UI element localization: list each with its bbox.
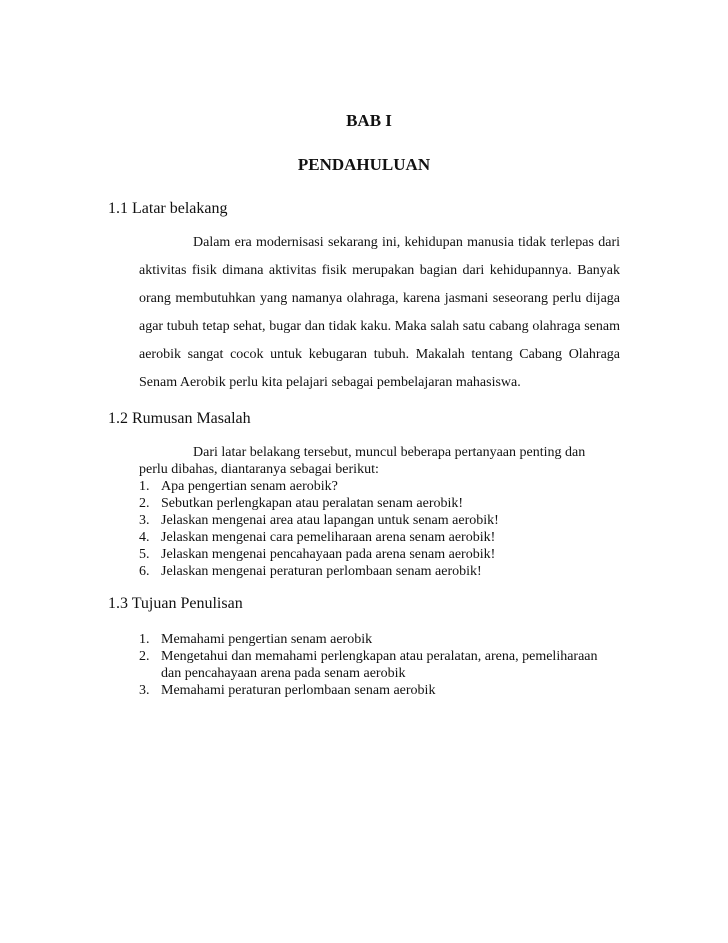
list-item-text: Memahami pengertian senam aerobik — [161, 632, 373, 647]
list-item-number: 2. — [139, 649, 150, 664]
chapter-number: BAB I — [346, 111, 392, 130]
list-item-number: 3. — [139, 513, 150, 528]
list-item — [139, 682, 619, 699]
list-item-number: 4. — [139, 530, 150, 545]
list-tujuan-penulisan — [139, 631, 619, 699]
list-item — [139, 495, 619, 512]
list-item — [139, 529, 619, 546]
list-item-text: Sebutkan perlengkapan atau peralatan senam aerobik! — [161, 496, 464, 511]
list-item-number: 2. — [139, 496, 150, 511]
list-item-text: Apa pengertian senam aerobik? — [161, 479, 338, 494]
list-item-text: Jelaskan mengenai area atau lapangan untuk senam aerobik! — [161, 513, 499, 528]
list-item-text: Mengetahui dan memahami perlengkapan atau peralatan, arena, pemeliharaan dan pencahayaan arena pada senam aerobik — [161, 649, 598, 681]
list-item-number: 1. — [139, 479, 150, 494]
list-item — [139, 648, 619, 682]
list-item-number: 1. — [139, 632, 150, 647]
list-item — [139, 631, 619, 648]
chapter-title: PENDAHULUAN — [297, 155, 431, 174]
list-item-text: Jelaskan mengenai cara pemeliharaan arena senam aerobik! — [161, 530, 496, 545]
paragraph-rumusan-masalah: Dari latar belakang tersebut, muncul beberapa pertanyaan penting dan perlu dibahas, diantaranya sebagai berikut: — [139, 445, 586, 477]
section-heading-rumusan-masalah: 1.2 Rumusan Masalah — [108, 410, 251, 427]
list-item-number: 5. — [139, 547, 150, 562]
list-item-number: 6. — [139, 564, 150, 579]
list-item — [139, 563, 619, 580]
list-item — [139, 512, 619, 529]
list-item-text: Memahami peraturan perlombaan senam aerobik — [161, 683, 436, 698]
section-heading-latar-belakang: 1.1 Latar belakang — [108, 200, 228, 217]
list-item-text: Jelaskan mengenai pencahayaan pada arena senam aerobik! — [161, 547, 496, 562]
section-heading-tujuan-penulisan: 1.3 Tujuan Penulisan — [108, 595, 243, 612]
list-item — [139, 478, 619, 495]
list-item-number: 3. — [139, 683, 150, 698]
list-rumusan-masalah — [139, 478, 619, 580]
list-item — [139, 546, 619, 563]
list-item-text: Jelaskan mengenai peraturan perlombaan senam aerobik! — [161, 564, 482, 579]
paragraph-latar-belakang: Dalam era modernisasi sekarang ini, kehidupan manusia tidak terlepas dari aktivitas fisik dimana aktivitas fisik merupakan bagian dari kehidupannya. Banyak orang membutuhkan yang namanya olahraga, karena jasmani seseorang perlu dijaga agar tubuh tetap sehat, bugar dan tidak kaku. Maka salah satu cabang olahraga senam aerobik sangat cocok untuk kebugaran tubuh. Makalah tentang Cabang Olahraga Senam Aerobik perlu kita pelajari sebagai pembelajaran mahasiswa. — [139, 235, 620, 390]
